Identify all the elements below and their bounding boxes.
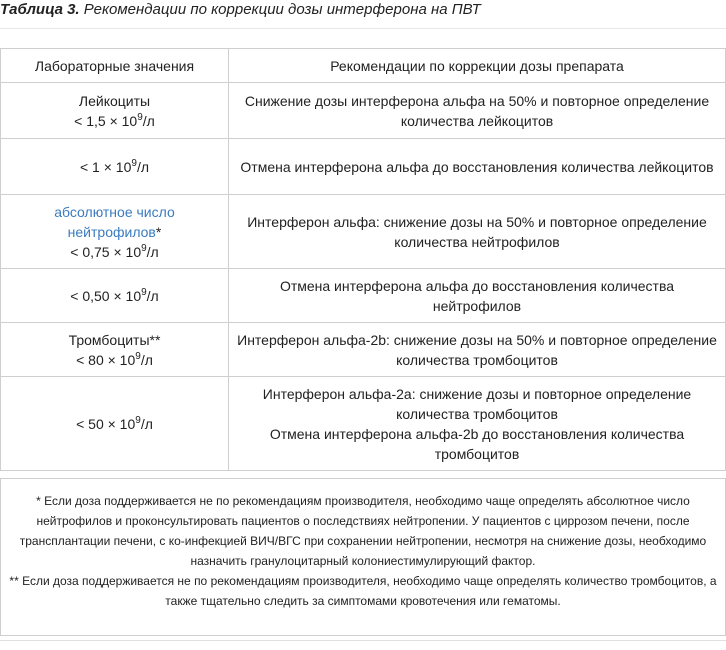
- recommendation-cell: [229, 83, 726, 139]
- threshold-value: < 80 × 10: [76, 351, 136, 368]
- table-row: [0, 377, 726, 471]
- threshold-value: < 1,5 × 10: [74, 112, 138, 129]
- threshold-value: < 50 × 10: [76, 415, 136, 432]
- threshold-value: < 1 × 10: [79, 158, 132, 175]
- lab-cell: [0, 139, 229, 195]
- table-row: [0, 195, 726, 269]
- recommendation-text: Отмена интерферона альфа до восстановления количества нейтрофилов: [279, 277, 675, 314]
- recommendation-text: Отмена интерферона альфа до восстановления количества лейкоцитов: [240, 158, 714, 175]
- lab-threshold: [7, 242, 222, 262]
- threshold-exponent: 9: [135, 414, 141, 426]
- recommendation-text: Отмена интерферона альфа-2b до восстановления количества тромбоцитов: [269, 425, 685, 462]
- table-row: [0, 323, 726, 377]
- lab-name: Лейкоциты: [78, 92, 151, 109]
- neutrophil-count-link[interactable]: абсолютное число нейтрофилов: [54, 203, 175, 240]
- threshold-exponent: 9: [141, 286, 147, 298]
- threshold-unit: /л: [146, 287, 159, 304]
- divider: [0, 28, 726, 29]
- threshold-unit: /л: [140, 351, 153, 368]
- lab-name: [7, 202, 222, 242]
- recommendation-cell: [229, 323, 726, 377]
- recommendation-text: Интерферон альфа-2a: снижение дозы и повторное определение количества тромбоцитов: [262, 385, 692, 422]
- table-row: [0, 269, 726, 323]
- table-row: [0, 83, 726, 139]
- lab-threshold: [7, 414, 222, 434]
- threshold-unit: /л: [146, 243, 159, 260]
- dose-table: [0, 48, 726, 471]
- lab-cell: [0, 269, 229, 323]
- threshold-exponent: 9: [137, 111, 143, 123]
- lab-cell: [0, 377, 229, 471]
- lab-threshold: [7, 350, 222, 370]
- recommendation-text: Интерферон альфа-2b: снижение дозы на 50% и повторное определение количества тромбоцитов: [237, 331, 717, 368]
- lab-threshold: [7, 286, 222, 306]
- footnote-neutrophils: * Если доза поддерживается не по рекомендациям производителя, необходимо чаще определять абсолютное число нейтрофилов и проконсультировать пациентов о последствиях нейтропении. У пациентов с циррозом печени, после трансплантации печени, с ко-инфекцией ВИЧ/ВГС при сохранении нейтропении, несмотря на снижение дозы, необходимо назначить гранулоцитарный колониестимулирующий фактор.: [19, 494, 707, 568]
- threshold-exponent: 9: [141, 242, 147, 254]
- recommendation-cell: [229, 377, 726, 471]
- threshold-value: < 0,75 × 10: [70, 243, 142, 260]
- threshold-exponent: 9: [135, 350, 141, 362]
- lab-cell: [0, 323, 229, 377]
- recommendation-text: Интерферон альфа: снижение дозы на 50% и повторное определение количества нейтрофилов: [247, 213, 707, 250]
- header-lab-values: Лабораторные значения: [0, 48, 229, 83]
- lab-threshold: [7, 157, 222, 177]
- threshold-unit: /л: [140, 415, 153, 432]
- threshold-value: < 0,50 × 10: [70, 287, 142, 304]
- footnote-platelets: ** Если доза поддерживается не по рекомендациям производителя, необходимо чаще определять количество тромбоцитов, а также тщательно следить за симптомами кровотечения или гематомы.: [9, 574, 717, 608]
- caption-label: Таблица 3.: [0, 1, 80, 18]
- table-header-row: [0, 48, 726, 83]
- lab-threshold: [7, 111, 222, 131]
- table-row: [0, 139, 726, 195]
- footnote-marker: *: [155, 223, 162, 240]
- caption-title: Рекомендации по коррекции дозы интерферона на ПВТ: [79, 1, 481, 18]
- recommendation-cell: [229, 269, 726, 323]
- recommendation-text: Снижение дозы интерферона альфа на 50% и повторное определение количества лейкоцитов: [244, 92, 710, 129]
- recommendation-cell: [229, 139, 726, 195]
- lab-cell: [0, 195, 229, 269]
- divider: [0, 640, 726, 641]
- table-caption: [0, 0, 726, 25]
- threshold-unit: /л: [136, 158, 149, 175]
- threshold-exponent: 9: [131, 157, 137, 169]
- lab-cell: [0, 83, 229, 139]
- footnotes-box: [0, 478, 726, 636]
- threshold-unit: /л: [142, 112, 155, 129]
- recommendation-cell: [229, 195, 726, 269]
- lab-name: Тромбоциты**: [68, 331, 161, 348]
- header-recommendations: Рекомендации по коррекции дозы препарата: [229, 48, 726, 83]
